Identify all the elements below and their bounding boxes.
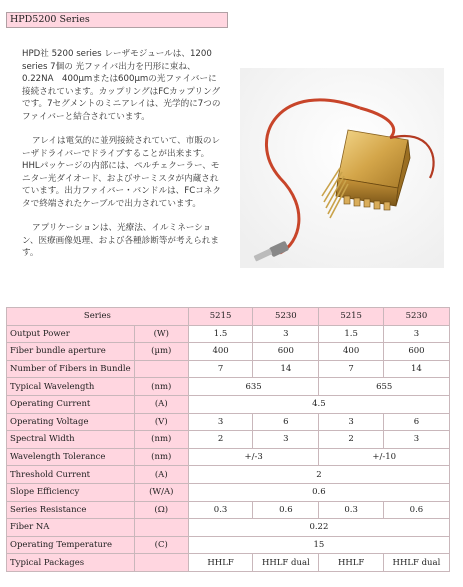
row-label: Series Resistance xyxy=(7,501,135,519)
row-value: +/-10 xyxy=(319,448,450,466)
row-value: 2 xyxy=(188,466,449,484)
row-label: Fiber bundle aperture xyxy=(7,343,135,361)
row-unit xyxy=(134,519,188,537)
row-label: Operating Voltage xyxy=(7,413,135,431)
spec-table xyxy=(6,307,450,572)
series-col-4: 5230 xyxy=(383,308,449,326)
row-unit: (nm) xyxy=(134,378,188,396)
table-row xyxy=(7,448,450,466)
row-value: HHLF xyxy=(319,554,383,572)
row-value: 14 xyxy=(253,360,319,378)
row-value: 4.5 xyxy=(188,395,449,413)
row-unit: (C) xyxy=(134,536,188,554)
row-value: 3 xyxy=(188,413,252,431)
product-photo xyxy=(240,68,444,268)
series-col-2: 5230 xyxy=(253,308,319,326)
page-title: HPD5200 Series xyxy=(6,12,228,28)
laser-module-image xyxy=(240,68,444,268)
row-unit: (µm) xyxy=(134,343,188,361)
row-label: Number of Fibers in Bundle xyxy=(7,360,135,378)
row-unit xyxy=(134,360,188,378)
table-header-row xyxy=(7,308,450,326)
table-row xyxy=(7,466,450,484)
intro-text xyxy=(22,48,222,272)
row-unit: (W) xyxy=(134,325,188,343)
row-unit: (A) xyxy=(134,466,188,484)
series-col-3: 5215 xyxy=(319,308,383,326)
row-label: Typical Wavelength xyxy=(7,378,135,396)
row-value: 0.6 xyxy=(188,483,449,501)
row-label: Wavelength Tolerance xyxy=(7,448,135,466)
row-unit: (A) xyxy=(134,395,188,413)
row-value: 7 xyxy=(319,360,383,378)
table-row xyxy=(7,343,450,361)
hhl-package xyxy=(338,130,408,188)
row-label: Output Power xyxy=(7,325,135,343)
row-value: 600 xyxy=(253,343,319,361)
row-value: 3 xyxy=(253,431,319,449)
table-row xyxy=(7,536,450,554)
row-unit: (W/A) xyxy=(134,483,188,501)
row-value: 2 xyxy=(188,431,252,449)
table-row xyxy=(7,501,450,519)
row-value: 7 xyxy=(188,360,252,378)
row-value: 3 xyxy=(383,325,449,343)
table-row xyxy=(7,483,450,501)
row-value: 600 xyxy=(383,343,449,361)
row-value: 6 xyxy=(253,413,319,431)
row-label: Threshold Current xyxy=(7,466,135,484)
table-row xyxy=(7,360,450,378)
row-value: 3 xyxy=(383,431,449,449)
row-unit: (nm) xyxy=(134,431,188,449)
row-value: 14 xyxy=(383,360,449,378)
row-unit xyxy=(134,554,188,572)
row-value: 0.6 xyxy=(383,501,449,519)
row-value: 6 xyxy=(383,413,449,431)
table-row xyxy=(7,554,450,572)
row-value: 3 xyxy=(253,325,319,343)
row-value: 3 xyxy=(319,413,383,431)
row-value: 0.22 xyxy=(188,519,449,537)
row-value: 655 xyxy=(319,378,450,396)
row-value: +/-3 xyxy=(188,448,319,466)
row-value: 400 xyxy=(188,343,252,361)
row-value: 1.5 xyxy=(319,325,383,343)
row-value: 400 xyxy=(319,343,383,361)
intro-paragraph-1: HPD社 5200 series レーザモジュールは、1200 series 7個の 光ファイバ出力を円形に束ね、0.22NA 400µmまたは600µmの光ファイバーに接続されています。カップリングはFCカップリングです。7セグメントのミニアレイは、光学的に7つのファイバーと結合されています。 xyxy=(22,49,221,122)
row-label: Slope Efficiency xyxy=(7,483,135,501)
row-label: Operating Temperature xyxy=(7,536,135,554)
series-col-1: 5215 xyxy=(188,308,252,326)
row-label: Spectral Width xyxy=(7,431,135,449)
row-unit: (nm) xyxy=(134,448,188,466)
row-label: Fiber NA xyxy=(7,519,135,537)
row-value: 2 xyxy=(319,431,383,449)
table-row xyxy=(7,519,450,537)
row-value: 0.6 xyxy=(253,501,319,519)
table-row xyxy=(7,325,450,343)
row-value: 1.5 xyxy=(188,325,252,343)
row-value: 15 xyxy=(188,536,449,554)
row-label: Typical Packages xyxy=(7,554,135,572)
table-row xyxy=(7,413,450,431)
table-row xyxy=(7,378,450,396)
row-value: HHLF xyxy=(188,554,252,572)
row-unit: (Ω) xyxy=(134,501,188,519)
table-row xyxy=(7,395,450,413)
intro-paragraph-2: アレイは電気的に並列接続されていて、市販のレーザドライバーでドライブすることが出来ます。HHLパッケージの内部には、ペルチェクーラー、モニター光ダイオード、およびサーミスタが内蔵されています。出力ファイバー・バンドルは、FCコネクタで終端されたケーブルで出力されています。 xyxy=(22,136,221,209)
row-value: 0.3 xyxy=(319,501,383,519)
intro-paragraph-3: アプリケーションは、光療法、イルミネーション、医療画像処理、および各種診断等が考えられます。 xyxy=(22,223,219,258)
row-unit: (V) xyxy=(134,413,188,431)
row-value: 0.3 xyxy=(188,501,252,519)
row-value: HHLF dual xyxy=(253,554,319,572)
row-label: Operating Current xyxy=(7,395,135,413)
table-row xyxy=(7,431,450,449)
series-header: Series xyxy=(7,308,189,326)
row-value: HHLF dual xyxy=(383,554,449,572)
row-value: 635 xyxy=(188,378,319,396)
